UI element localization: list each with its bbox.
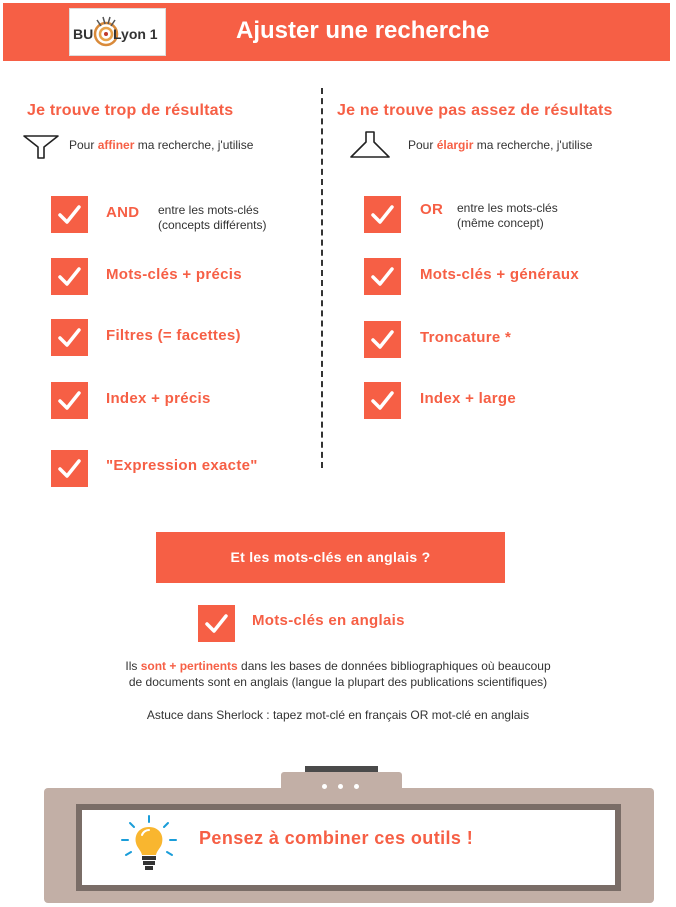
right-item-truncation: Troncature * [420,329,512,346]
checkbox-icon [364,196,401,233]
checkbox-icon [51,319,88,356]
checkbox-icon [51,196,88,233]
right-item-broad-index: Index + large [420,390,517,407]
right-item-or-desc: entre les mots-clés (même concept) [457,201,558,230]
left-item-exact-phrase: "Expression exacte" [106,457,258,474]
checkbox-icon [51,450,88,487]
right-intro: Pour élargir ma recherche, j'utilise [408,138,593,152]
checkbox-icon [51,382,88,419]
english-banner-text: Et les mots-clés en anglais ? [230,549,431,565]
left-item-precise-index: Index + précis [106,390,211,407]
checkbox-icon [51,258,88,295]
checkbox-icon [364,382,401,419]
logo-bu-text: BU [73,26,94,42]
board-dot [338,784,343,789]
page-title: Ajuster une recherche [236,17,490,44]
checkbox-icon [364,258,401,295]
english-paragraph-line1: Ils sont + pertinents dans les bases de données bibliographiques où beaucoup [125,659,551,673]
board-dot [354,784,359,789]
left-column-heading: Je trouve trop de résultats [27,102,234,119]
funnel-icon [22,133,60,161]
left-item-and-desc: entre les mots-clés (concepts différents) [158,203,267,232]
logo-lyon-text: Lyon 1 [113,26,158,42]
inverted-funnel-icon [349,130,391,160]
left-item-precise-keywords: Mots-clés + précis [106,266,242,283]
right-item-or: OR [420,201,444,218]
logo [69,8,166,56]
lightbulb-icon [118,813,180,875]
english-item-label: Mots-clés en anglais [252,612,405,629]
checkbox-icon [198,605,235,642]
left-item-filters: Filtres (= facettes) [106,327,241,344]
left-item-and: AND [106,204,140,221]
english-paragraph-line2: de documents sont en anglais (langue la plupart des publications scientifiques) [128,675,548,689]
right-item-general-keywords: Mots-clés + généraux [420,266,579,283]
left-intro: Pour affiner ma recherche, j'utilise [69,138,254,152]
english-banner [156,532,505,583]
checkbox-icon [364,321,401,358]
sherlock-tip: Astuce dans Sherlock : tapez mot-clé en français OR mot-clé en anglais [146,708,530,722]
right-column-heading: Je ne trouve pas assez de résultats [337,102,613,119]
column-divider [321,88,323,468]
board-text: Pensez à combiner ces outils ! [199,828,474,848]
board-dot [322,784,327,789]
